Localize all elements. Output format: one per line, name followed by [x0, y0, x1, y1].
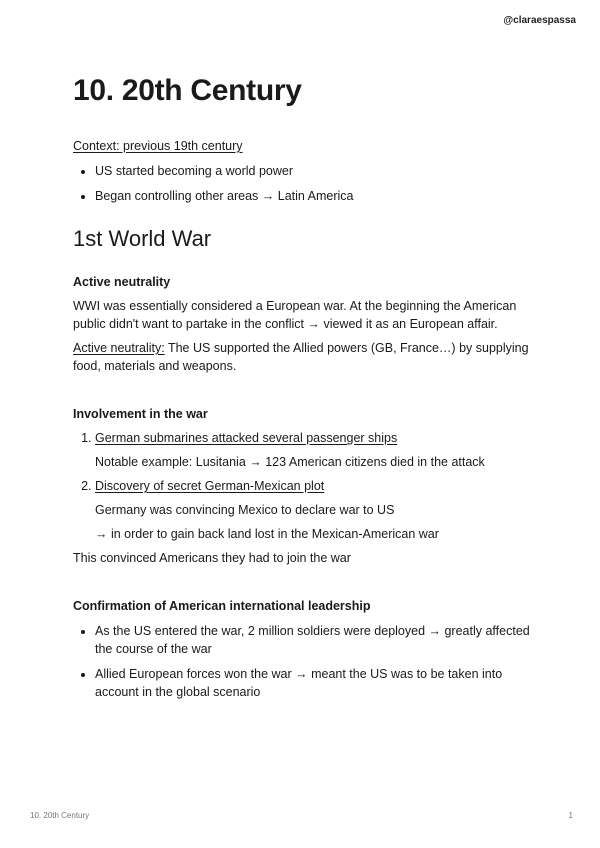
list-item: [95, 429, 543, 471]
list-item: • As the US entered the war, 2 million soldiers were deployed → greatly affected the course of the war: [95, 622, 543, 658]
page-number: 1: [568, 811, 573, 820]
active-neutrality-block: [73, 273, 543, 375]
list-item: • Began controlling other areas → Latin America: [95, 187, 543, 205]
page-content: [73, 70, 543, 701]
item-label: Discovery of secret German-Mexican plot: [95, 479, 325, 493]
paragraph: WWI was essentially considered a European war. At the beginning the American public didn't want to partake in the conflict → viewed it as an European affair.: [73, 299, 517, 331]
context-block: [73, 137, 543, 205]
paragraph: This convinced Americans they had to join the war: [73, 551, 351, 565]
item-note: → in order to gain back land lost in the Mexican-American war: [95, 527, 439, 541]
subheading: Confirmation of American international leadership: [73, 599, 371, 613]
term-label: Active neutrality:: [73, 341, 165, 355]
context-list: [73, 162, 543, 205]
term-definition: The US supported the Allied powers (GB, France…) by supplying food, materials and weapons.: [73, 341, 529, 373]
list-item: • Allied European forces won the war → meant the US was to be taken into account in the global scenario: [95, 665, 543, 701]
list-item: [95, 477, 543, 543]
section-title: 1st World War: [73, 226, 212, 251]
confirmation-list: [73, 622, 543, 701]
list-item: • US started becoming a world power: [95, 162, 543, 180]
involvement-list: [73, 429, 543, 543]
paragraph: [73, 339, 543, 375]
page-title: 10. 20th Century: [73, 74, 302, 107]
item-note: Notable example: Lusitania → 123 American citizens died in the attack: [95, 455, 485, 469]
footer-title: 10. 20th Century: [30, 811, 90, 820]
confirmation-block: [73, 597, 543, 701]
item-label: German submarines attacked several passenger ships: [95, 431, 398, 445]
involvement-block: [73, 405, 543, 567]
subheading: Involvement in the war: [73, 407, 208, 421]
context-label: Context: previous 19th century: [73, 139, 243, 153]
item-note: Germany was convincing Mexico to declare war to US: [95, 503, 395, 517]
author-handle: @claraespassa: [503, 15, 576, 26]
subheading: Active neutrality: [73, 275, 171, 289]
